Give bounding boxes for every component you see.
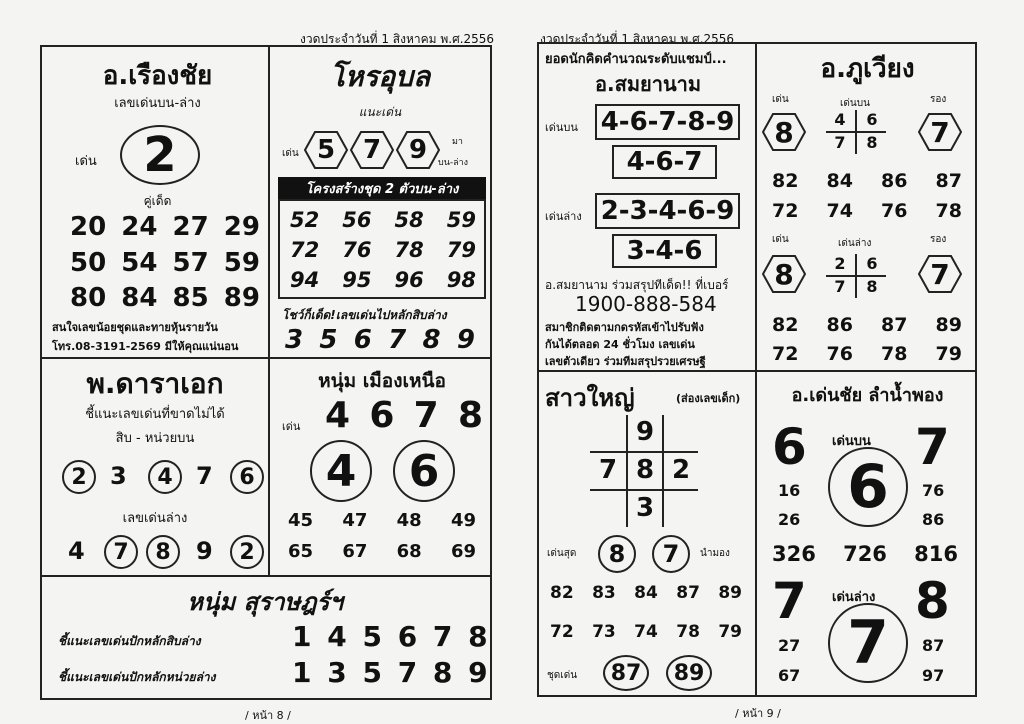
pair-number: 82 — [772, 314, 799, 336]
line-digits: 1 3 5 7 8 9 — [292, 656, 491, 689]
cross-digit: 8 — [635, 455, 655, 485]
pair-number: 26 — [778, 510, 801, 529]
pair-number: 89 — [718, 583, 742, 603]
grid-digit: 7 — [834, 133, 846, 152]
mini-grid — [826, 254, 886, 298]
pair-number: 58 — [394, 208, 424, 232]
pair-number: 27 — [172, 212, 209, 242]
pair-number: 67 — [778, 666, 801, 685]
pair-number: 89 — [935, 314, 962, 336]
number-row — [772, 200, 962, 222]
pair-number: 48 — [396, 510, 422, 531]
triple-row — [772, 542, 958, 566]
number-row — [772, 170, 962, 192]
promo-text: เลขตัวเดียว ร่วมทีมสรุปรวยเศรษฐี — [545, 355, 706, 368]
grid-digit: 8 — [866, 133, 878, 152]
pair-number: 84 — [826, 170, 853, 192]
box-subtitle: (ส่องเลขเด็ก) — [676, 392, 741, 405]
pair-number: 56 — [342, 208, 372, 232]
side-label: มา — [452, 137, 463, 147]
pair-number: 76 — [881, 200, 908, 222]
digit: 3 — [285, 325, 304, 355]
promo-text: สมาชิกติดตามกดรหัสเข้าไปรับฟัง — [545, 321, 704, 334]
number-row — [772, 343, 962, 365]
pair-number: 67 — [342, 541, 368, 562]
digit: 7 — [388, 325, 407, 355]
box-subtitle: สิบ - หน่วยบน — [115, 431, 195, 446]
big-circle: 7 — [828, 603, 908, 683]
digit: 7 — [196, 462, 213, 490]
box-name: อ.สมยานาม — [595, 72, 702, 96]
grid-digit: 7 — [834, 277, 846, 296]
left-page-header: งวดประจำวันที่ 1 สิงหาคม พ.ศ.2556 — [300, 32, 495, 46]
pair-number: 78 — [394, 238, 424, 262]
pair-number: 72 — [772, 200, 799, 222]
set-circle: 87 — [603, 655, 649, 691]
pair-number: 79 — [446, 238, 476, 262]
digit-circle: 6 — [393, 440, 455, 502]
pair-number: 74 — [634, 622, 658, 642]
grid-digit: 8 — [866, 277, 878, 296]
hex-number — [918, 112, 962, 152]
pair-number: 29 — [223, 212, 260, 242]
pair-number: 16 — [778, 481, 801, 500]
hex-number — [304, 130, 348, 170]
mid-label: เด่นล่าง — [838, 238, 872, 249]
line-label: ชี้แนะเลขเด่นปักหลักหน่วยล่าง — [58, 670, 216, 684]
number-row — [70, 212, 260, 242]
digit-circle: 2 — [230, 535, 264, 569]
digit-circle: 4 — [148, 460, 182, 494]
section-label: เด่นบน — [832, 434, 871, 449]
line-label: ชี้แนะเลขเด่นปักหลักสิบล่าง — [58, 634, 201, 648]
section-label: เด่นล่าง — [832, 590, 876, 605]
lead-label: เด่น — [282, 148, 299, 159]
phone-number: 1900-888-584 — [575, 292, 717, 316]
pair-number: 47 — [342, 510, 368, 531]
hex-digit: 7 — [930, 257, 950, 291]
hex-number — [918, 254, 962, 294]
divider — [268, 45, 270, 575]
pair-number: 20 — [70, 212, 107, 242]
hex-digit: 8 — [774, 115, 794, 149]
hex-digit: 8 — [774, 257, 794, 291]
right-label: รอง — [930, 94, 947, 105]
digit: 5 — [319, 325, 338, 355]
section-label: เด่นล่าง — [545, 210, 582, 223]
pair-number: 45 — [288, 510, 314, 531]
grid-digit: 6 — [866, 254, 878, 273]
box-subtitle: เลขเด่นบน-ล่าง — [114, 96, 201, 111]
hex-digit: 7 — [362, 135, 382, 165]
digit: 8 — [422, 325, 441, 355]
page-number: / หน้า 9 / — [735, 707, 781, 720]
pair-number: 86 — [881, 170, 908, 192]
big-circle: 6 — [828, 447, 908, 527]
hex-number — [350, 130, 394, 170]
note-text: สนใจเลขน้อยชุดและทายหุ้นรายวัน — [52, 321, 218, 334]
number-row — [288, 541, 476, 562]
number-box: 3-4-6 — [612, 234, 717, 268]
pair-number: 83 — [592, 583, 616, 603]
digit: 4 — [325, 395, 351, 436]
pair-number: 69 — [450, 541, 476, 562]
number-row — [550, 583, 742, 603]
digit: 9 — [196, 537, 213, 565]
number-row — [290, 238, 476, 262]
set-label: ชุดเด่น — [547, 670, 578, 681]
lead-label: เด่น — [282, 420, 301, 433]
pair-number: 76 — [922, 481, 945, 500]
hex-digit: 5 — [316, 135, 336, 165]
number-box: 4-6-7 — [612, 145, 717, 179]
number-row — [288, 510, 476, 531]
phone-text: โทร.08-3191-2569 มีให้คุณแน่นอน — [52, 340, 239, 353]
digit: 7 — [413, 395, 439, 436]
pair-number: 72 — [290, 238, 320, 262]
pair-number: 85 — [172, 283, 209, 313]
cross-digit: 2 — [671, 455, 691, 485]
grid-digit: 2 — [834, 254, 846, 273]
pair-number: 52 — [290, 208, 320, 232]
pair-number: 87 — [935, 170, 962, 192]
pair-number: 80 — [70, 283, 107, 313]
hex-digit: 9 — [408, 135, 428, 165]
big-digit: 7 — [772, 572, 807, 630]
number-row — [70, 283, 260, 313]
pair-number: 78 — [881, 343, 908, 365]
pair-number: 73 — [592, 622, 616, 642]
digit: 8 — [457, 395, 483, 436]
digit: 4 — [68, 537, 85, 565]
pair-number: 54 — [121, 248, 158, 278]
grid-digit: 4 — [834, 110, 846, 129]
digit: 6 — [369, 395, 395, 436]
pair-number: 65 — [288, 541, 314, 562]
divider — [40, 357, 492, 359]
pair-number: 86 — [826, 314, 853, 336]
hex-number — [762, 254, 806, 294]
promo-text: กันได้ตลอด 24 ชั่วโมง เลขเด่น — [545, 338, 695, 351]
pair-number: 78 — [676, 622, 700, 642]
big-digit: 6 — [772, 418, 807, 476]
box-title: ยอดนักคิดคำนวณระดับแชมป์... — [545, 52, 727, 67]
pair-number: 24 — [121, 212, 158, 242]
pair-number: 95 — [342, 268, 372, 292]
pair-number: 82 — [772, 170, 799, 192]
pair-number: 27 — [778, 636, 801, 655]
lead-label: เด่น — [75, 154, 97, 169]
cross-digit: 7 — [598, 455, 618, 485]
digit-row — [325, 395, 483, 436]
pair-number: 82 — [550, 583, 574, 603]
number-cross — [590, 415, 698, 527]
promo-text: อ.สมยานาม ร่วมสรุปทีเด็ด!! ที่เบอร์ — [545, 278, 729, 292]
number-row — [772, 314, 962, 336]
box-title: หนุ่ม เมืองเหนือ — [318, 370, 446, 392]
box-subtitle: ชี้แนะเลขเด่นที่ขาดไม่ได้ — [85, 407, 225, 422]
pair-number: 96 — [394, 268, 424, 292]
section-label: เลขเด่นล่าง — [122, 511, 188, 526]
pair-number: 72 — [772, 343, 799, 365]
box-title: อ.เรืองชัย — [102, 61, 213, 91]
pair-number: 59 — [223, 248, 260, 278]
triple-number: 326 — [772, 542, 816, 566]
box-title: อ.ภูเวียง — [820, 54, 915, 84]
pair-number: 79 — [935, 343, 962, 365]
mini-grid — [826, 110, 886, 154]
pair-number: 78 — [935, 200, 962, 222]
digit-circle: 7 — [104, 535, 138, 569]
digit-circle: 4 — [310, 440, 372, 502]
digit-circle: 6 — [230, 460, 264, 494]
lead-label: เด่น — [772, 94, 789, 105]
caption: โชว์ก็เด็ด!เลขเด่นไปหลักสิบล่าง — [282, 308, 447, 322]
mid-label: เด่นบน — [840, 98, 870, 109]
number-row — [550, 622, 742, 642]
lead-label: เด่นสุด — [547, 548, 577, 559]
lead-number: 2 — [120, 125, 200, 185]
digit: 6 — [353, 325, 372, 355]
box-subtitle: แนะเด่น — [358, 105, 402, 119]
number-box: 4-6-7-8-9 — [595, 104, 740, 140]
big-digit: 7 — [915, 418, 950, 476]
pair-number: 76 — [826, 343, 853, 365]
triple-number: 816 — [914, 542, 958, 566]
set-circle: 89 — [666, 655, 712, 691]
box-title: พ.ดาราเอก — [86, 367, 224, 400]
pairs-label: คู่เด็ด — [143, 194, 172, 208]
cross-digit: 9 — [635, 417, 655, 447]
right-page-header: งวดประจำวันที่ 1 สิงหาคม พ.ศ.2556 — [540, 32, 735, 46]
box-title: สาวใหญ่ — [545, 384, 635, 412]
pair-number: 72 — [550, 622, 574, 642]
pair-number: 50 — [70, 248, 107, 278]
pair-number: 94 — [290, 268, 320, 292]
digit-circle: 8 — [598, 535, 636, 573]
digit-row — [285, 325, 475, 355]
digit-circle: 2 — [62, 460, 96, 494]
box-title: หนุ่ม สุราษฎร์ฯ — [187, 588, 343, 616]
digit-circle: 7 — [652, 535, 690, 573]
pair-number: 89 — [223, 283, 260, 313]
banner: โครงสร้างชุด 2 ตัวบน-ล่าง — [278, 177, 486, 199]
lead-label: เด่น — [772, 234, 789, 245]
right-label: รอง — [930, 234, 947, 245]
pair-number: 87 — [676, 583, 700, 603]
grid-digit: 6 — [866, 110, 878, 129]
box-title: โหรอุบล — [329, 60, 431, 93]
hex-digit: 7 — [930, 115, 950, 149]
line-digits: 1 4 5 6 7 8 — [292, 620, 491, 653]
pair-number: 49 — [450, 510, 476, 531]
pair-number: 76 — [342, 238, 372, 262]
digit: 9 — [456, 325, 475, 355]
pair-number: 87 — [922, 636, 945, 655]
hex-number — [396, 130, 440, 170]
pair-number: 97 — [922, 666, 945, 685]
pair-number: 74 — [826, 200, 853, 222]
pair-number: 84 — [121, 283, 158, 313]
pair-number: 57 — [172, 248, 209, 278]
big-digit: 8 — [915, 572, 950, 630]
digit: 3 — [110, 462, 127, 490]
divider — [537, 370, 977, 372]
page-number: / หน้า 8 / — [245, 709, 291, 722]
number-row — [290, 208, 476, 232]
pair-number: 98 — [446, 268, 476, 292]
number-row — [70, 248, 260, 278]
pair-number: 84 — [634, 583, 658, 603]
pair-number: 59 — [446, 208, 476, 232]
hex-number — [762, 112, 806, 152]
triple-number: 726 — [843, 542, 887, 566]
side-label: นำมอง — [700, 548, 730, 559]
cross-digit: 3 — [635, 493, 655, 523]
pair-number: 68 — [396, 541, 422, 562]
pair-number: 87 — [881, 314, 908, 336]
number-row — [290, 268, 476, 292]
digit-circle: 8 — [146, 535, 180, 569]
number-box: 2-3-4-6-9 — [595, 193, 740, 229]
section-label: เด่นบน — [545, 121, 578, 134]
divider — [40, 575, 492, 577]
side-label: บน-ล่าง — [438, 158, 469, 168]
pair-number: 86 — [922, 510, 945, 529]
box-title: อ.เด่นชัย ลำน้ำพอง — [791, 385, 944, 406]
pair-number: 79 — [718, 622, 742, 642]
